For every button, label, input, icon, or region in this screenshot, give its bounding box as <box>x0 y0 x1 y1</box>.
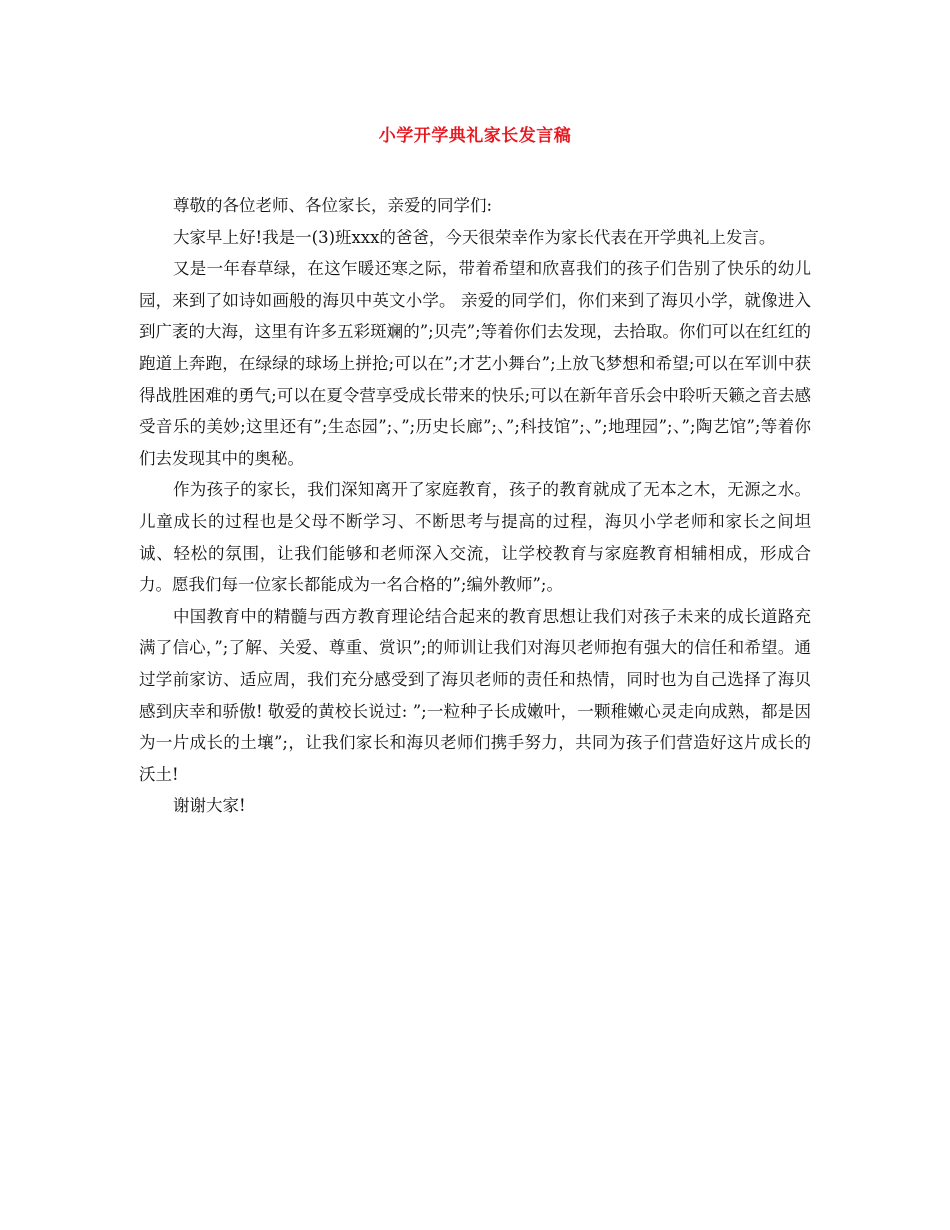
paragraph-closing: 谢谢大家! <box>173 796 246 816</box>
paragraph-family-education: 作为孩子的家长，我们深知离开了家庭教育，孩子的教育就成了无本之木，无源之水。儿童成长的过程也是父母不断学习、不断思考与提高的过程，海贝小学老师和家长之间坦诚、轻松的氛围，让我们能够和老师深入交流，让学校教育与家庭教育相辅相成，形成合力。愿我们每一位家长都能成为一名合格的”;编外教师”;。 <box>139 480 811 595</box>
document-title: 小学开学典礼家长发言稿 <box>378 126 572 146</box>
paragraph-school-description: 又是一年春草绿，在这乍暖还寒之际，带着希望和欣喜我们的孩子们告别了快乐的幼儿园，来到了如诗如画般的海贝中英文小学。 亲爱的同学们，你们来到了海贝小学，就像进入到广袤的大海，这里有许多五彩斑斓的”;贝壳”;等着你们去发现，去拾取。你们可以在红红的跑道上奔跑，在绿绿的球场上拼抢;可以在”;才艺小舞台”;上放飞梦想和希望;可以在军训中获得战胜困难的勇气;可以在夏令营享受成长带来的快乐;可以在新年音乐会中聆听天籁之音去感受音乐的美妙;这里还有”;生态园”;、”;历史长廊”;、”;科技馆”;、”;地理园”;、”;陶艺馆”;等着你们去发现其中的奥秘。 <box>139 259 811 468</box>
paragraph-introduction: 大家早上好!我是一(3)班xxx的爸爸，今天很荣幸作为家长代表在开学典礼上发言。 <box>173 227 776 247</box>
document-body <box>139 190 811 822</box>
paragraph-greeting: 尊敬的各位老师、各位家长，亲爱的同学们: <box>173 196 493 215</box>
paragraph-education-philosophy: 中国教育中的精髓与西方教育理论结合起来的教育思想让我们对孩子未来的成长道路充满了信心，”;了解、关爱、尊重、赏识”;的师训让我们对海贝老师抱有强大的信任和希望。通过学前家访、适应周，我们充分感受到了海贝老师的责任和热情，同时也为自己选择了海贝感到庆幸和骄傲! 敬爱的黄校长说过: ”;一粒种子长成嫩叶，一颗稚嫩心灵走向成熟，都是因为一片成长的土壤”;，让我们家长和海贝老师们携手努力，共同为孩子们营造好这片成长的沃土! <box>139 606 811 784</box>
